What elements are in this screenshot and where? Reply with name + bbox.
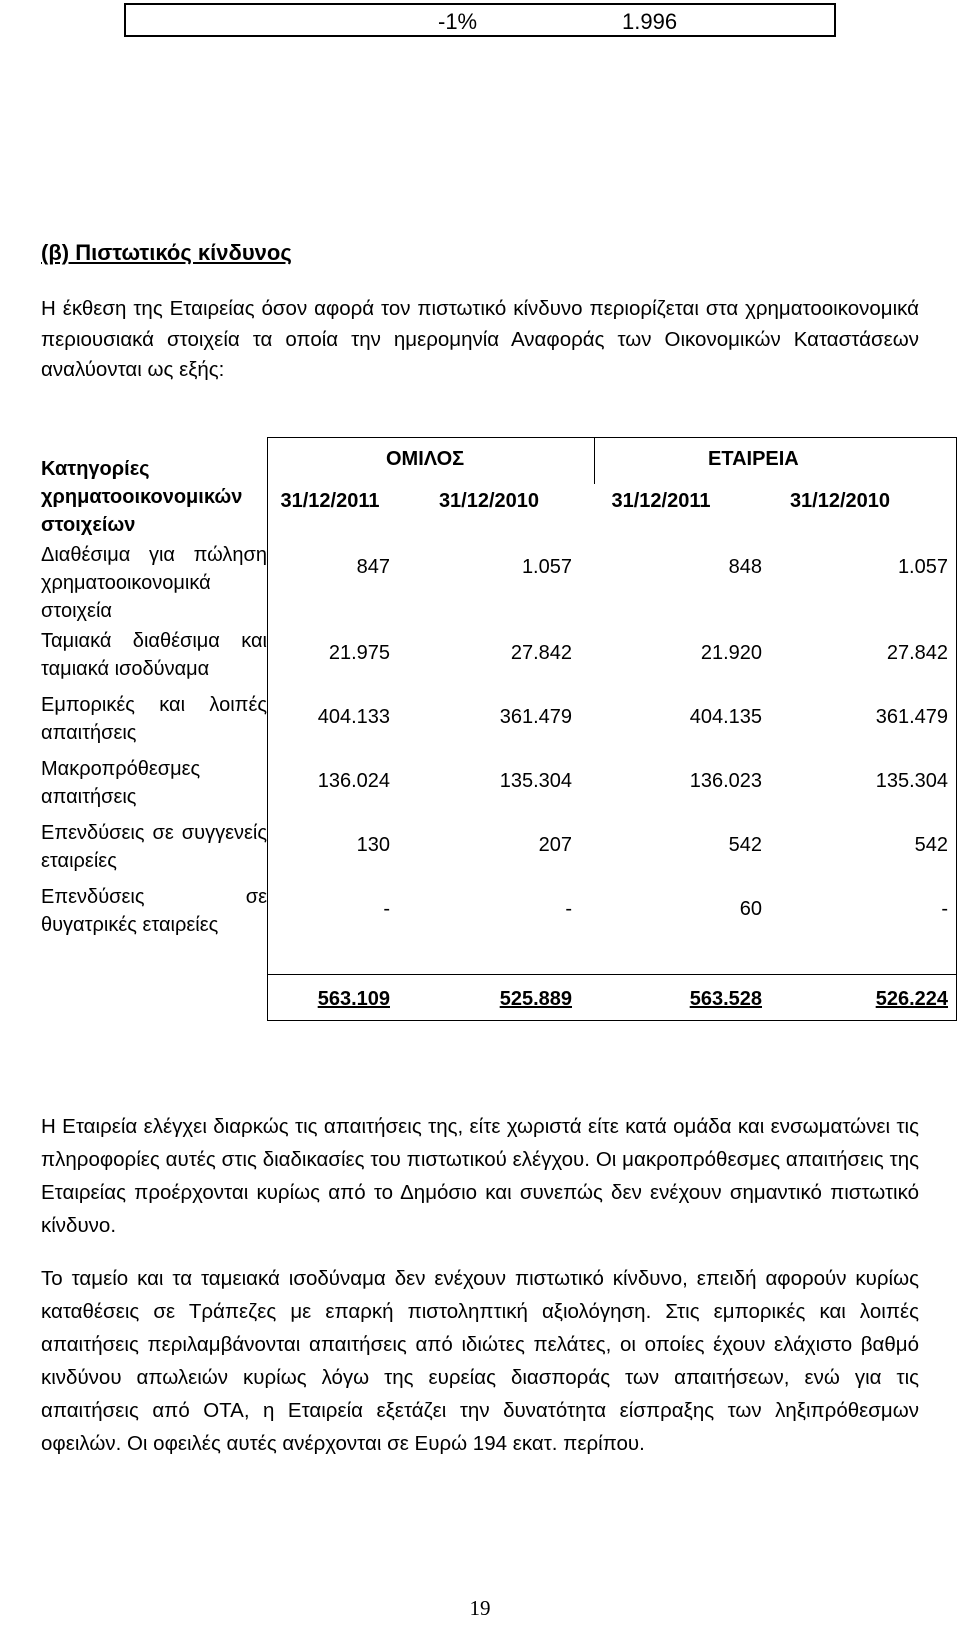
section-heading: (β) Πιστωτικός κίνδυνος [41,240,292,265]
financial-assets-table [267,437,957,1021]
table-cell: 542 [728,834,762,856]
table-cell: 27.842 [886,642,948,664]
date-header: 31/12/2010 [438,490,540,512]
top-value-amount: 1.996 [622,9,678,34]
table-cell: 1.057 [521,556,572,578]
table-cell: 136.023 [689,770,762,792]
category-label: Διαθέσιμα για πώληση χρηματοοικονομικά στοιχεία [41,544,267,622]
table-cell: 136.024 [317,770,390,792]
category-header: Κατηγορίες χρηματοοικονομικών στοιχείων [41,458,243,536]
category-label: Μακροπρόθεσμες απαιτήσεις [41,758,201,808]
total-cell: 563.109 [317,988,390,1010]
table-cell: 21.975 [328,642,390,664]
category-label: Επενδύσεις σε συγγενείς εταιρείες [41,822,267,872]
date-header: 31/12/2010 [789,490,891,512]
category-label: Ταμιακά διαθέσιμα και ταμιακά ισοδύναμα [41,630,267,680]
total-cell: 563.528 [689,988,762,1010]
table-cell: 21.920 [700,642,762,664]
cash-receivables-paragraph: Το ταμείο και τα ταμειακά ισοδύναμα δεν ενέχουν πιστωτικό κίνδυνο, επειδή αφορούν κυρίως καταθέσεις σε Τράπεζες με επαρκή πιστοληπτική αξιολόγηση. Στις εμπορικές και λοιπές απαιτήσεις περιλαμβάνονται απαιτήσεις από ιδιώτες πελάτες, οι οποίες έχουν ελάχιστο βαθμό κινδύνου απωλειών κυρίως λόγω της ευρείας διασποράς των απαιτήσεων, ενώ για τις απαιτήσεις από ΟΤΑ, η Εταιρεία εξετάζει την δυνατότητα είσπραξης των ληξιπρόθεσμων οφειλών. Οι οφειλές αυτές ανέρχονται σε Ευρώ 194 εκατ. περίπου. [41,1267,919,1455]
top-value-percent: -1% [438,9,478,34]
top-table-fragment [124,3,836,37]
credit-control-paragraph: Η Εταιρεία ελέγχει διαρκώς τις απαιτήσεις της, είτε χωριστά είτε κατά ομάδα και ενσωματώνει τις πληροφορίες αυτές στις διαδικασίες του πιστωτικού ελέγχου. Οι μακροπρόθεσμες απαιτήσεις της Εταιρείας προέρχονται κυρίως από το Δημόσιο και συνεπώς δεν ενέχουν σημαντικό πιστωτικό κίνδυνο. [41,1115,919,1237]
table-cell: 207 [538,834,572,856]
table-cell: 848 [728,556,762,578]
category-label: Επενδύσεις σε θυγατρικές εταιρείες [41,886,267,936]
total-divider [268,974,956,975]
table-cell: 27.842 [510,642,572,664]
date-header: 31/12/2011 [611,490,711,512]
intro-paragraph: Η έκθεση της Εταιρείας όσον αφορά τον πιστωτικό κίνδυνο περιορίζεται στα χρηματοοικονομικά περιουσιακά στοιχεία τα οποία την ημερομηνία Αναφοράς των Οικονομικών Καταστάσεων αναλύονται ως εξής: [41,297,919,381]
page-number: 19 [469,1596,491,1620]
table-cell: 135.304 [875,770,948,792]
table-cell: 542 [914,834,948,856]
group-divider [594,438,595,484]
date-header: 31/12/2011 [280,490,380,512]
total-cell: 525.889 [499,988,572,1010]
category-label: Εμπορικές και λοιπές απαιτήσεις [41,694,267,744]
total-cell: 526.224 [875,988,948,1010]
table-cell: 135.304 [499,770,572,792]
table-cell: 130 [356,834,390,856]
group-header-omilos: ΟΜΙΛΟΣ [386,448,465,470]
table-cell: - [383,898,390,920]
table-cell: 60 [739,898,762,920]
table-cell: 847 [356,556,390,578]
table-cell: 404.135 [689,706,762,728]
table-cell: 404.133 [317,706,390,728]
table-cell: - [941,898,948,920]
table-cell: 361.479 [875,706,948,728]
table-cell: 1.057 [897,556,948,578]
table-cell: 361.479 [499,706,572,728]
group-header-etaireia: ΕΤΑΙΡΕΙΑ [708,448,799,470]
table-cell: - [565,898,572,920]
